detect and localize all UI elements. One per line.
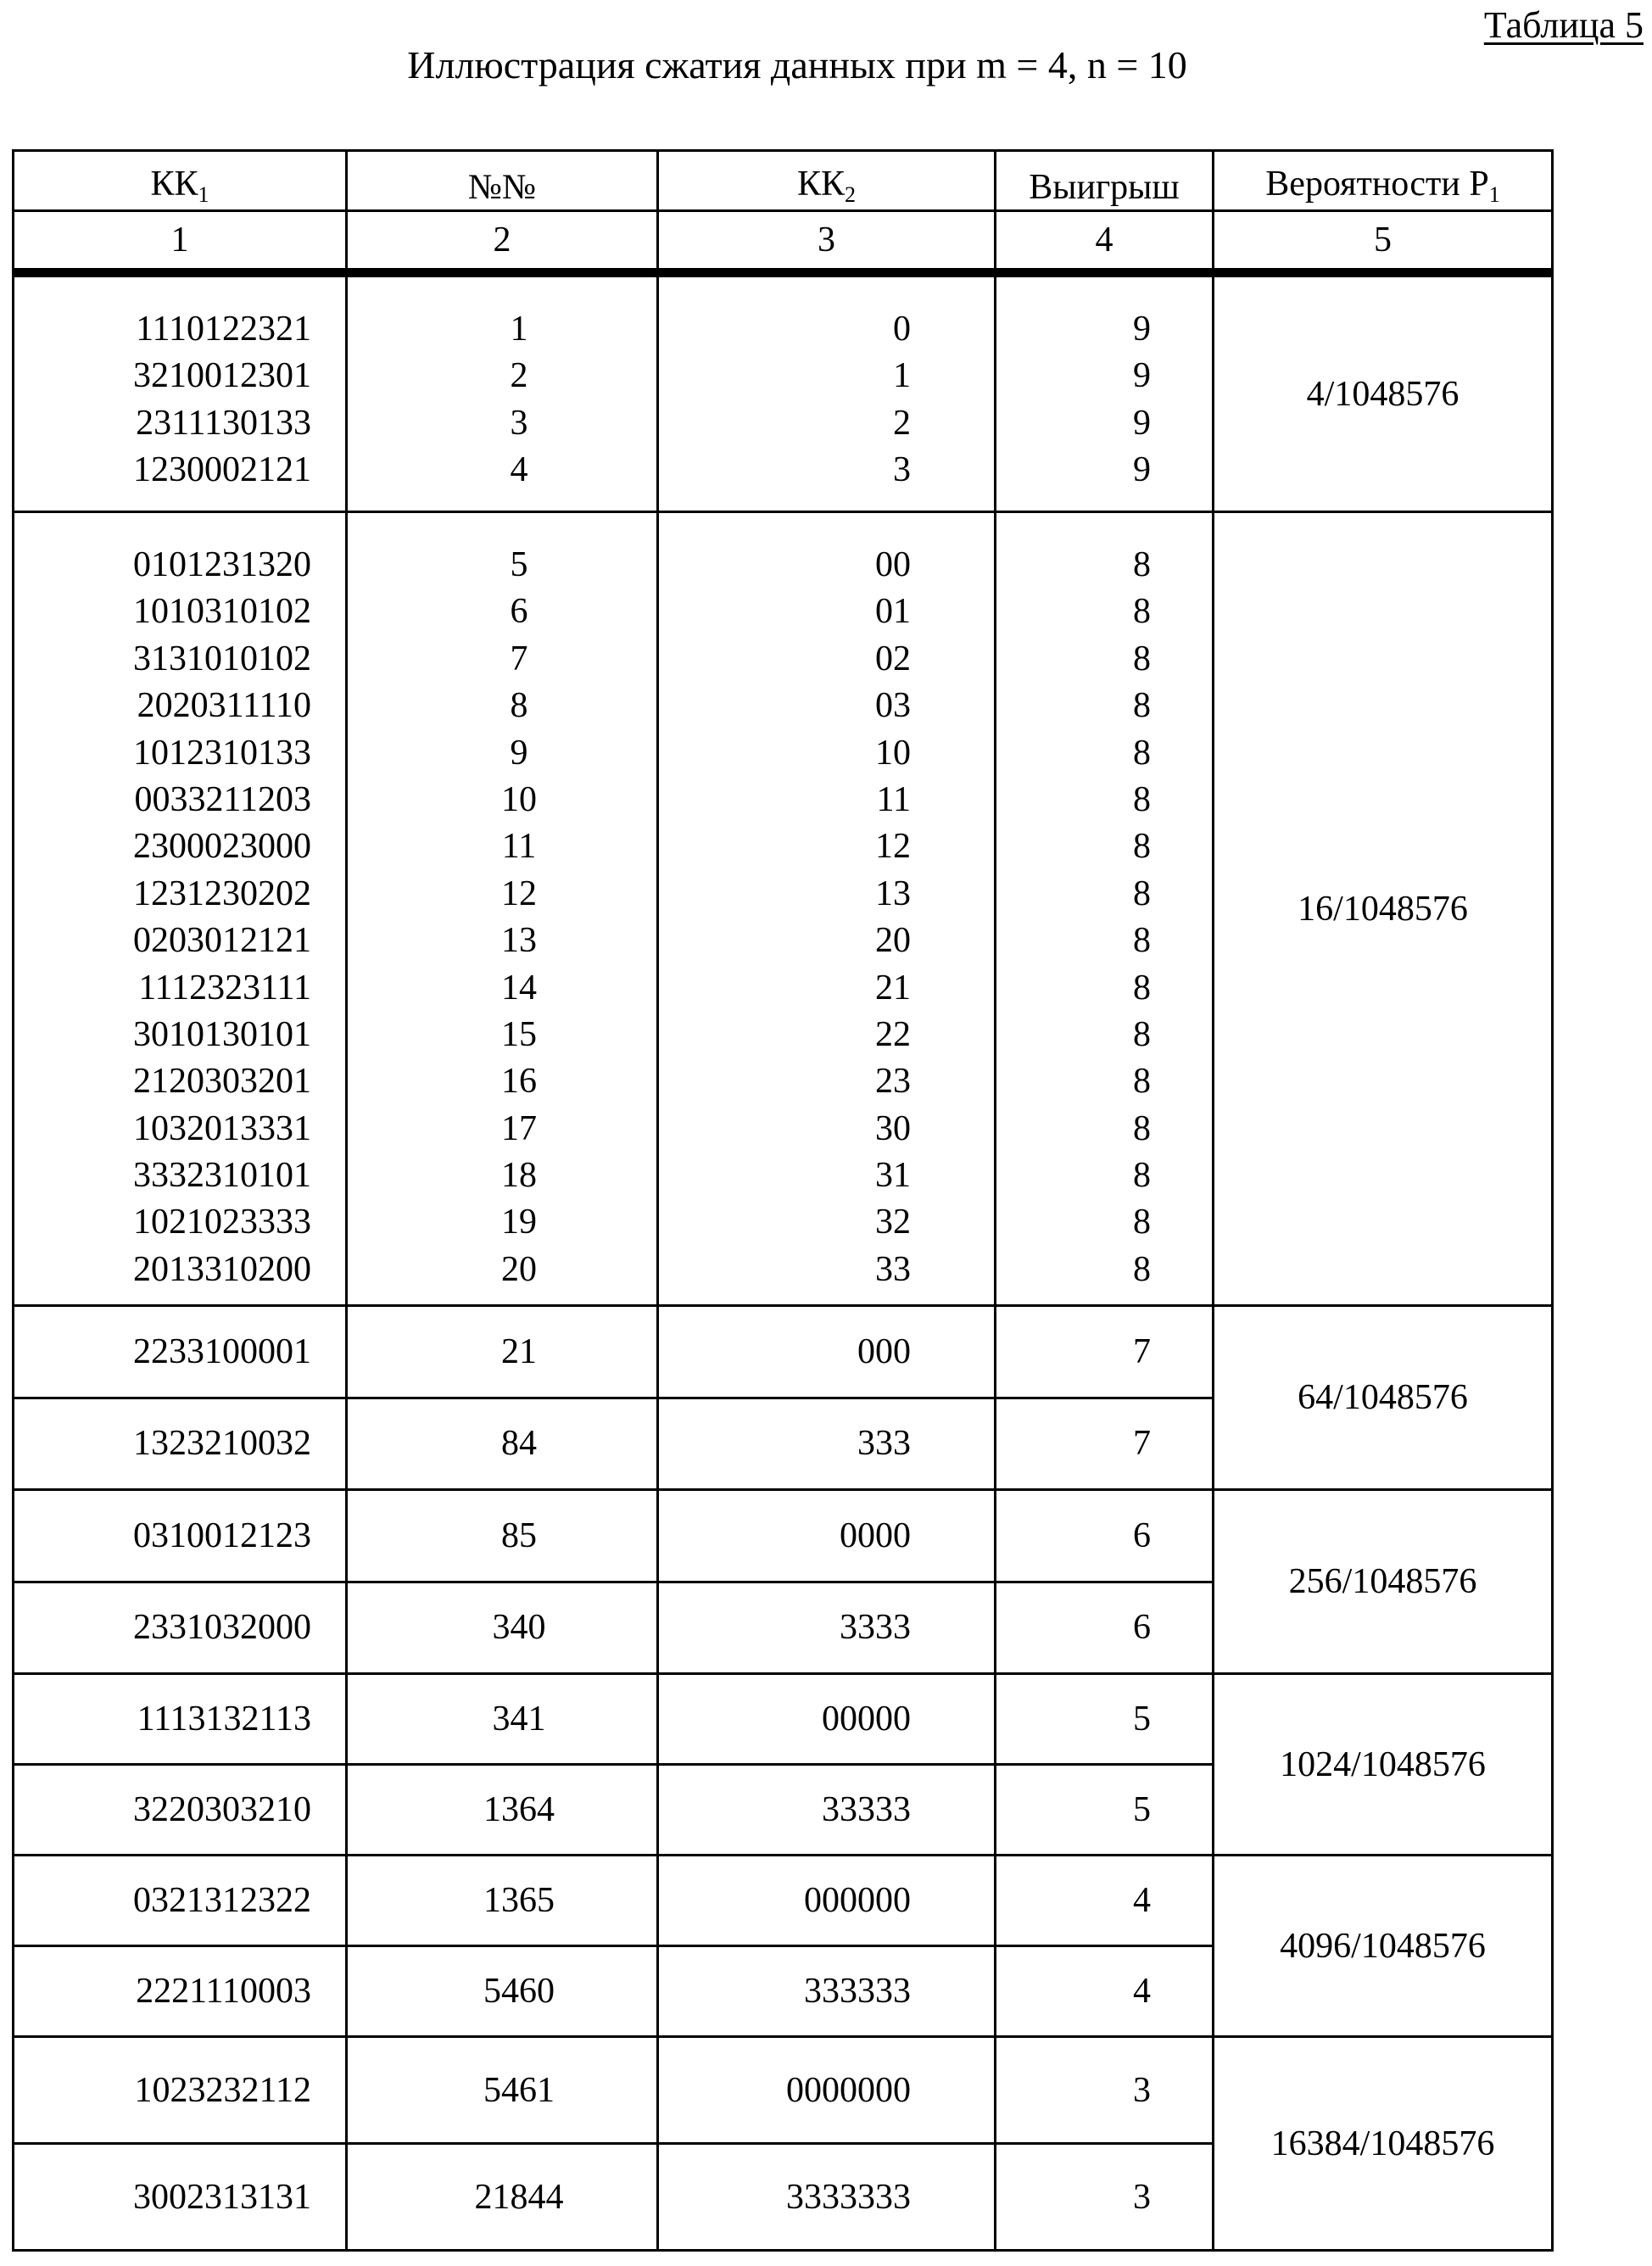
cell-value: 8 <box>996 1106 1151 1153</box>
number-cell: 341 <box>347 1674 658 1765</box>
cell-value: 18 <box>382 1153 656 1199</box>
cell-value: 0203012121 <box>14 918 311 964</box>
cell-value: 8 <box>996 823 1151 870</box>
cell-value: 4 <box>382 447 656 494</box>
gain-cell: 5 <box>996 1765 1214 1856</box>
cell-value: 19 <box>382 1199 656 1246</box>
header-row <box>14 151 1553 211</box>
cell-value: 3332310101 <box>14 1153 311 1199</box>
kk1-cell <box>14 273 347 512</box>
cell-value: 0101231320 <box>14 542 311 589</box>
cell-value: 23 <box>659 1058 911 1105</box>
compression-table <box>12 149 1554 2252</box>
gain-cell: 7 <box>996 1306 1214 1398</box>
probability-cell: 64/1048576 <box>1214 1306 1553 1490</box>
gain-cell: 4 <box>996 1856 1214 1946</box>
cell-value: 21 <box>659 965 911 1012</box>
table-row <box>14 1856 1553 1946</box>
probability-cell: 4096/1048576 <box>1214 1856 1553 2037</box>
cell-value: 3210012301 <box>14 353 311 399</box>
kk1-cell: 3002313131 <box>14 2144 347 2251</box>
cell-value: 2120303201 <box>14 1058 311 1105</box>
header-probability: Вероятности P1 <box>1214 151 1553 211</box>
cell-value: 8 <box>996 965 1151 1012</box>
cell-value: 15 <box>382 1012 656 1058</box>
cell-value: 22 <box>659 1012 911 1058</box>
cell-value: 1112323111 <box>14 965 311 1012</box>
gain-cell: 4 <box>996 1946 1214 2037</box>
cell-value: 13 <box>659 871 911 918</box>
cell-value: 8 <box>996 683 1151 729</box>
gain-cell: 3 <box>996 2144 1214 2251</box>
kk2-cell: 000 <box>658 1306 996 1398</box>
cell-value: 8 <box>996 1058 1151 1105</box>
header-kk2: КК2 <box>658 151 996 211</box>
cell-value: 17 <box>382 1106 656 1153</box>
kk1-cell: 1023232112 <box>14 2037 347 2144</box>
header-kk1: КК1 <box>14 151 347 211</box>
cell-value: 8 <box>996 777 1151 823</box>
header-gain: Выигрыш <box>996 151 1214 211</box>
gain-cell: 6 <box>996 1490 1214 1582</box>
kk2-cell: 3333 <box>658 1582 996 1674</box>
number-cell: 1364 <box>347 1765 658 1856</box>
kk2-cell: 00000 <box>658 1674 996 1765</box>
cell-value: 1010310102 <box>14 589 311 635</box>
number-cell: 84 <box>347 1398 658 1490</box>
cell-value: 8 <box>996 1247 1151 1293</box>
cell-value: 8 <box>382 683 656 729</box>
number-cell: 21 <box>347 1306 658 1398</box>
cell-value: 30 <box>659 1106 911 1153</box>
cell-value: 1 <box>382 306 656 353</box>
cell-value: 9 <box>996 353 1151 399</box>
cell-value: 33 <box>659 1247 911 1293</box>
cell-value: 2 <box>659 400 911 447</box>
cell-value: 3010130101 <box>14 1012 311 1058</box>
cell-value: 1110122321 <box>14 306 311 353</box>
kk2-cell: 333 <box>658 1398 996 1490</box>
number-cell: 340 <box>347 1582 658 1674</box>
column-number: 4 <box>996 211 1214 273</box>
cell-value: 3 <box>382 400 656 447</box>
kk1-cell: 3220303210 <box>14 1765 347 1856</box>
cell-value: 1012310133 <box>14 730 311 777</box>
kk1-cell: 1113132113 <box>14 1674 347 1765</box>
cell-value: 2 <box>382 353 656 399</box>
cell-value: 8 <box>996 918 1151 964</box>
cell-value: 10 <box>382 777 656 823</box>
kk1-cell <box>14 512 347 1306</box>
cell-value: 9 <box>996 400 1151 447</box>
number-cell <box>347 512 658 1306</box>
probability-cell: 1024/1048576 <box>1214 1674 1553 1856</box>
cell-value: 8 <box>996 871 1151 918</box>
kk1-cell: 2221110003 <box>14 1946 347 2037</box>
cell-value: 16 <box>382 1058 656 1105</box>
table-title: Иллюстрация сжатия данных при m = 4, n = 10 <box>0 42 1594 87</box>
probability-cell: 16/1048576 <box>1214 512 1553 1306</box>
cell-value: 9 <box>996 447 1151 494</box>
column-number: 1 <box>14 211 347 273</box>
table-row <box>14 2037 1553 2144</box>
header-number: №№ <box>347 151 658 211</box>
column-number-row <box>14 211 1553 273</box>
kk2-cell: 3333333 <box>658 2144 996 2251</box>
number-cell: 5461 <box>347 2037 658 2144</box>
kk2-cell <box>658 512 996 1306</box>
cell-value: 11 <box>382 823 656 870</box>
cell-value: 02 <box>659 636 911 683</box>
cell-value: 9 <box>382 730 656 777</box>
kk2-cell: 0000 <box>658 1490 996 1582</box>
cell-value: 1032013331 <box>14 1106 311 1153</box>
kk2-cell: 333333 <box>658 1946 996 2037</box>
cell-value: 11 <box>659 777 911 823</box>
cell-value: 8 <box>996 730 1151 777</box>
cell-value: 8 <box>996 1199 1151 1246</box>
cell-value: 9 <box>996 306 1151 353</box>
cell-value: 8 <box>996 1012 1151 1058</box>
kk1-cell: 0321312322 <box>14 1856 347 1946</box>
gain-cell: 6 <box>996 1582 1214 1674</box>
table-row <box>14 1490 1553 1582</box>
probability-cell: 16384/1048576 <box>1214 2037 1553 2251</box>
cell-value: 1021023333 <box>14 1199 311 1246</box>
table-row <box>14 1306 1553 1398</box>
cell-value: 13 <box>382 918 656 964</box>
kk2-cell: 0000000 <box>658 2037 996 2144</box>
cell-value: 6 <box>382 589 656 635</box>
gain-cell: 3 <box>996 2037 1214 2144</box>
cell-value: 03 <box>659 683 911 729</box>
cell-value: 0 <box>659 306 911 353</box>
cell-value: 2300023000 <box>14 823 311 870</box>
cell-value: 5 <box>382 542 656 589</box>
cell-value: 32 <box>659 1199 911 1246</box>
probability-cell: 256/1048576 <box>1214 1490 1553 1674</box>
cell-value: 14 <box>382 965 656 1012</box>
gain-cell <box>996 273 1214 512</box>
table-row-group <box>14 273 1553 512</box>
number-cell: 85 <box>347 1490 658 1582</box>
cell-value: 01 <box>659 589 911 635</box>
column-number: 2 <box>347 211 658 273</box>
cell-value: 3131010102 <box>14 636 311 683</box>
number-cell: 21844 <box>347 2144 658 2251</box>
cell-value: 2311130133 <box>14 400 311 447</box>
number-cell <box>347 273 658 512</box>
kk2-cell <box>658 273 996 512</box>
gain-cell: 7 <box>996 1398 1214 1490</box>
cell-value: 2020311110 <box>14 683 311 729</box>
cell-value: 1230002121 <box>14 447 311 494</box>
cell-value: 00 <box>659 542 911 589</box>
cell-value: 1231230202 <box>14 871 311 918</box>
number-cell: 1365 <box>347 1856 658 1946</box>
cell-value: 8 <box>996 589 1151 635</box>
table-row <box>14 1674 1553 1765</box>
table-number-label: Таблица 5 <box>1484 3 1644 47</box>
probability-cell: 4/1048576 <box>1214 273 1553 512</box>
cell-value: 8 <box>996 1153 1151 1199</box>
column-number: 3 <box>658 211 996 273</box>
cell-value: 8 <box>996 636 1151 683</box>
cell-value: 7 <box>382 636 656 683</box>
table-row-group <box>14 512 1553 1306</box>
cell-value: 0033211203 <box>14 777 311 823</box>
kk2-cell: 000000 <box>658 1856 996 1946</box>
cell-value: 10 <box>659 730 911 777</box>
kk1-cell: 1323210032 <box>14 1398 347 1490</box>
kk1-cell: 0310012123 <box>14 1490 347 1582</box>
column-number: 5 <box>1214 211 1553 273</box>
cell-value: 8 <box>996 542 1151 589</box>
kk2-cell: 33333 <box>658 1765 996 1856</box>
kk1-cell: 2233100001 <box>14 1306 347 1398</box>
cell-value: 20 <box>659 918 911 964</box>
cell-value: 3 <box>659 447 911 494</box>
cell-value: 12 <box>659 823 911 870</box>
gain-cell <box>996 512 1214 1306</box>
cell-value: 2013310200 <box>14 1247 311 1293</box>
kk1-cell: 2331032000 <box>14 1582 347 1674</box>
cell-value: 12 <box>382 871 656 918</box>
cell-value: 31 <box>659 1153 911 1199</box>
number-cell: 5460 <box>347 1946 658 2037</box>
gain-cell: 5 <box>996 1674 1214 1765</box>
cell-value: 20 <box>382 1247 656 1293</box>
cell-value: 1 <box>659 353 911 399</box>
